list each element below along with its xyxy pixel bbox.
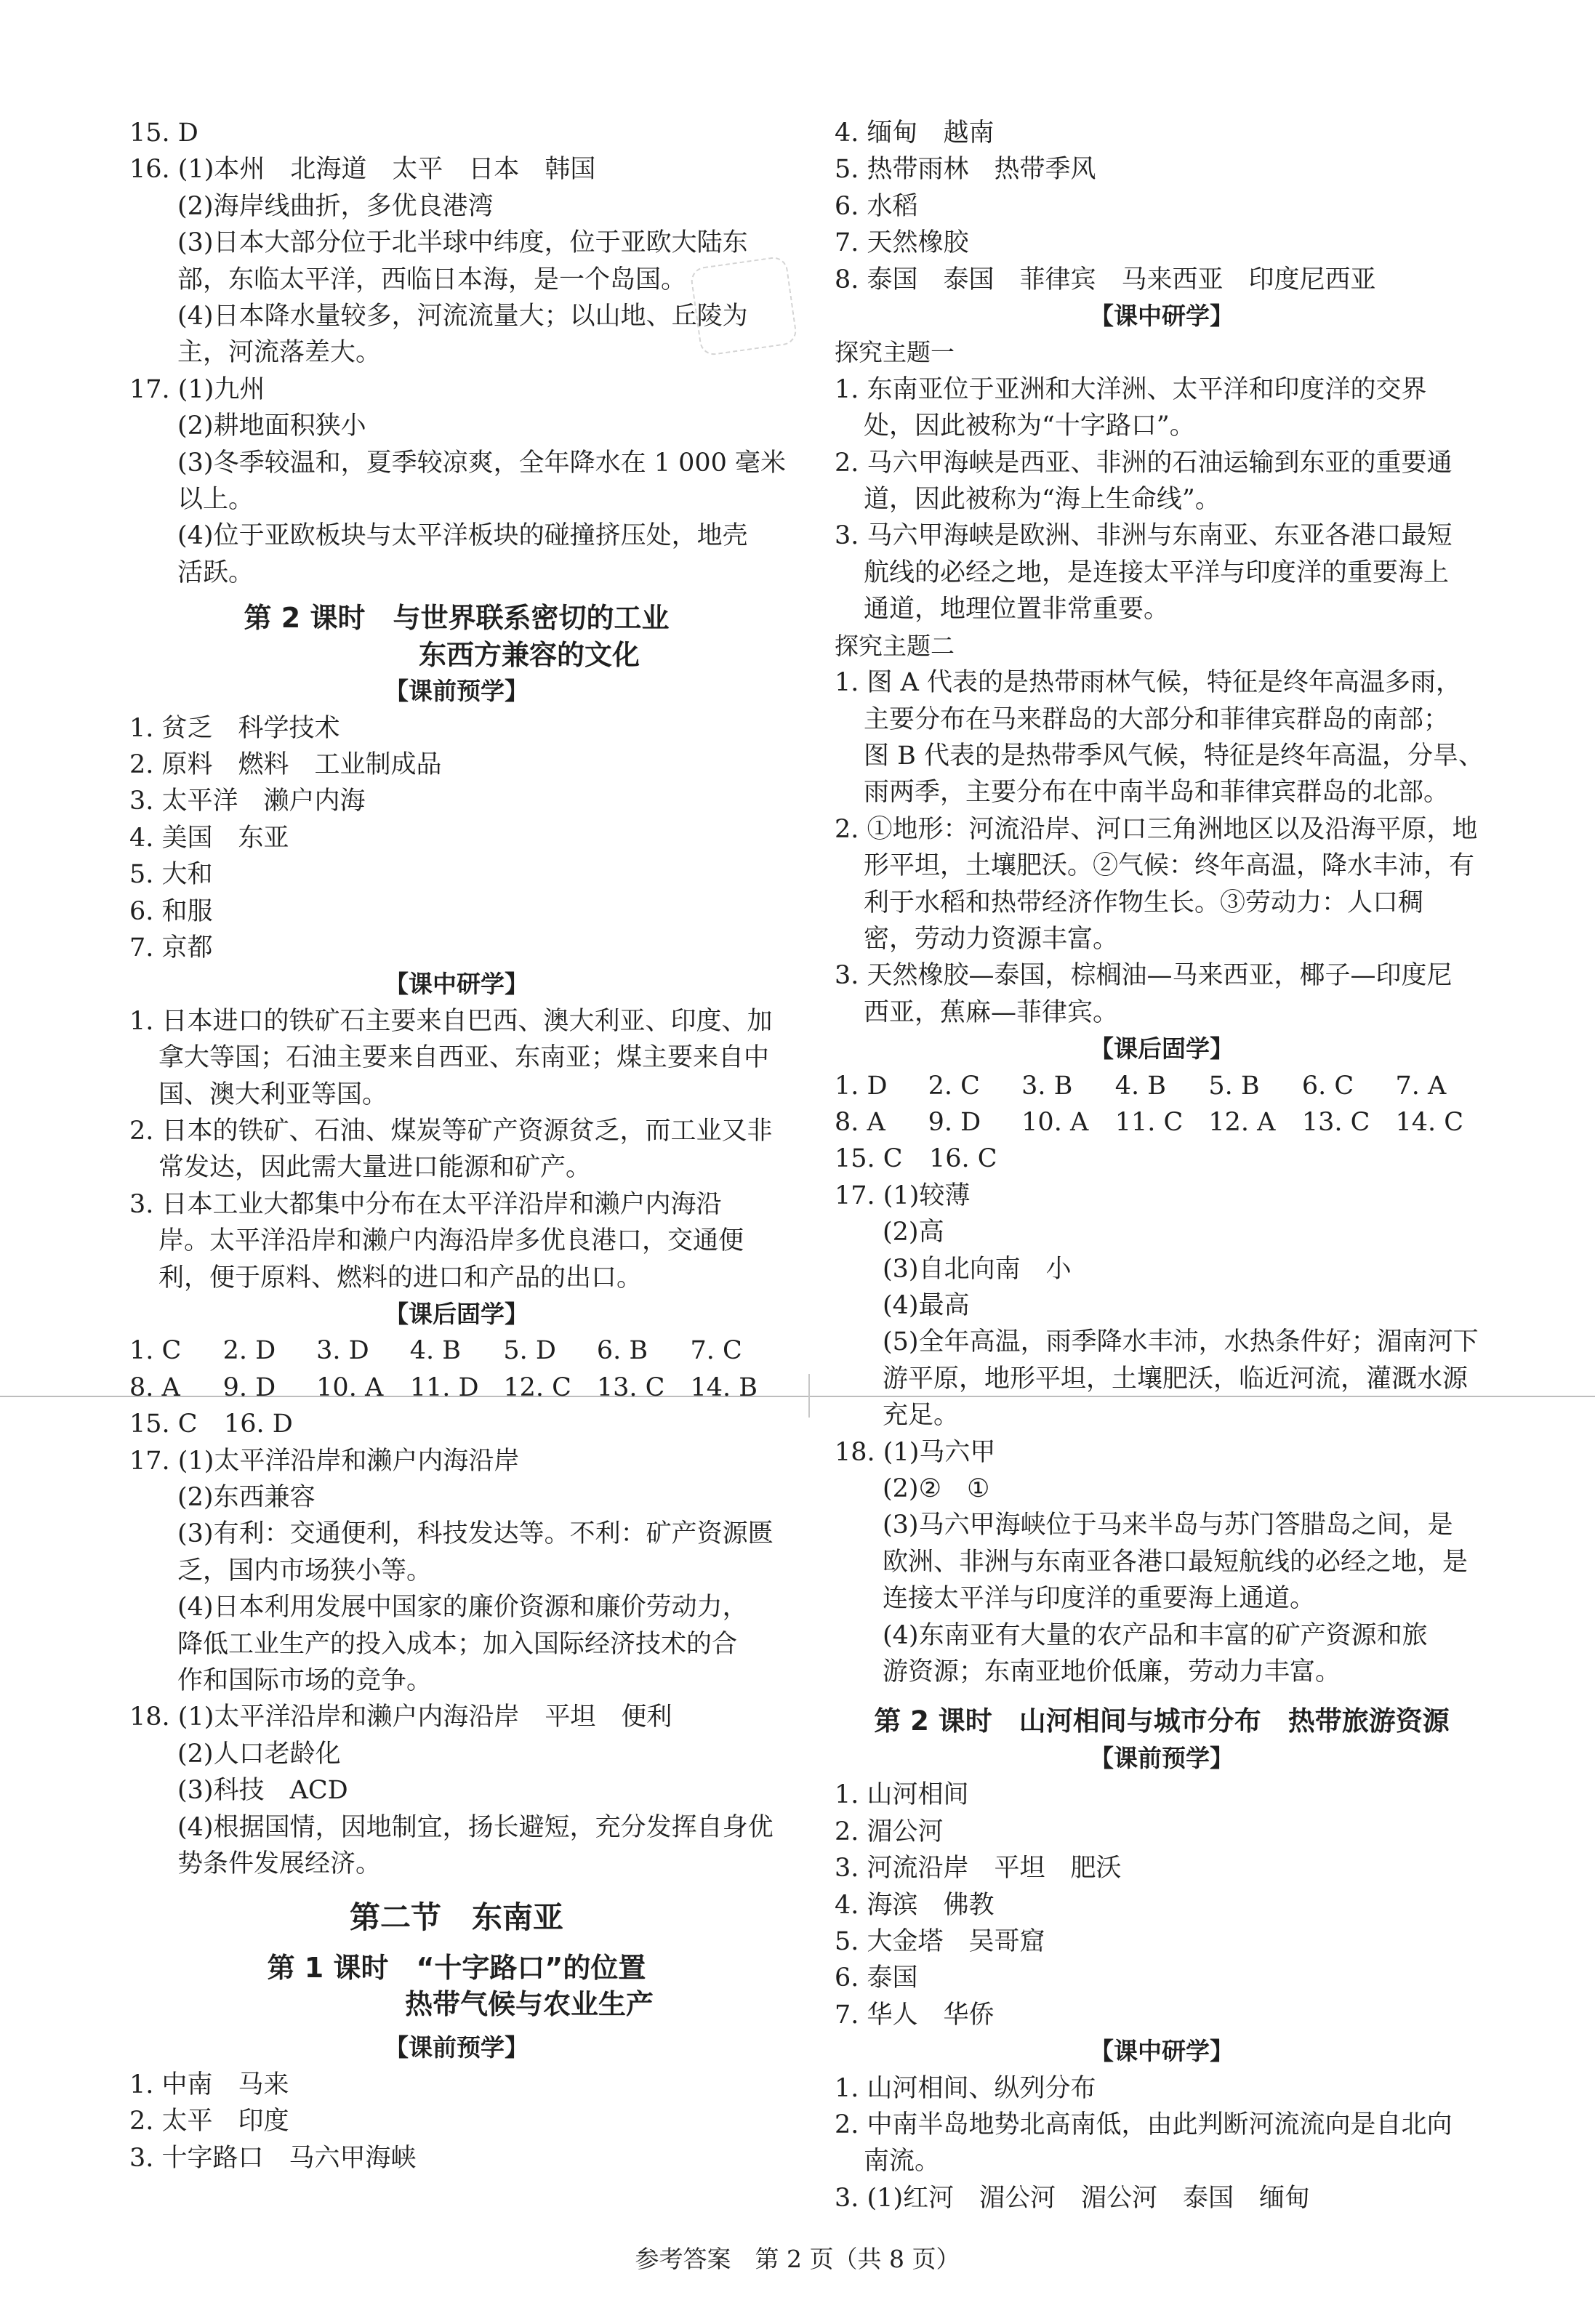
section-header: 【课前预学】	[385, 2033, 529, 2062]
answer-line: 3. 天然橡胶—泰国，棕榈油—马来西亚，椰子—印度尼	[835, 961, 1453, 991]
topic-label: 探究主题一	[835, 338, 955, 367]
answer-grid-row	[835, 1141, 1489, 1177]
answer-line: 充足。	[883, 1401, 960, 1431]
answer-line: 2. 马六甲海峡是西亚、非洲的石油运输到东亚的重要通	[835, 448, 1453, 478]
list-item: 5. 大和	[129, 860, 213, 890]
answer-cell: 11. C	[1114, 1107, 1184, 1137]
list-item: 1. 中南 马来	[129, 2070, 289, 2099]
page-footer: 参考答案 第 2 页（共 8 页）	[635, 2245, 960, 2273]
answer-line: 拿大等国；石油主要来自西亚、东南亚；煤主要来自中	[158, 1043, 770, 1073]
list-item: 7. 京都	[129, 933, 213, 962]
answer-line: (2)高	[883, 1218, 944, 1247]
answer-line: 雨两季，主要分布在中南半岛和菲律宾群岛的北部。	[864, 778, 1450, 808]
answer-line: (4)日本降水量较多，河流流量大；以山地、丘陵为	[177, 302, 748, 331]
answer-line: 活跃。	[177, 558, 254, 587]
answer-cell: 8. A	[835, 1107, 885, 1137]
answer-line: 常发达，因此需大量进口能源和矿产。	[158, 1153, 592, 1183]
answer-cell: 1. D	[835, 1071, 888, 1101]
answer-line: 1. 山河相间、纵列分布	[835, 2073, 1096, 2103]
answer-line: (4)根据国情，因地制宜，扬长避短，充分发挥自身优	[177, 1812, 774, 1842]
list-item: 4. 缅甸 越南	[835, 118, 995, 148]
answer-line: (2)耕地面积狭小	[177, 411, 366, 441]
answer-cell: 8. A	[129, 1372, 180, 1402]
answer-cell: 7. A	[1395, 1071, 1447, 1101]
answer-cell: 10. A	[316, 1372, 384, 1402]
list-item: 6. 泰国	[835, 1963, 918, 1993]
answer-line: (3)冬季较温和，夏季较凉爽，全年降水在 1 000 毫米	[177, 448, 787, 478]
answer-line: 通道，地理位置非常重要。	[864, 595, 1170, 624]
answer-line: 西亚，蕉麻—菲律宾。	[864, 997, 1119, 1027]
list-item: 7. 华人 华侨	[835, 2000, 995, 2030]
section-header: 【课中研学】	[1090, 302, 1234, 331]
answer-line: 航线的必经之地，是连接太平洋与印度洋的重要海上	[864, 558, 1450, 587]
answer-line: 3. (1)红河 湄公河 湄公河 泰国 缅甸	[835, 2183, 1311, 2213]
answer-cell: 5. B	[1208, 1071, 1260, 1101]
answer-cell: 1. C	[129, 1336, 182, 1366]
answer-line: 15. D	[129, 118, 198, 148]
answer-line: 2. 中南半岛地势北高南低，由此判断河流流向是自北向	[835, 2110, 1453, 2139]
section-header: 【课中研学】	[385, 970, 529, 999]
answer-cell: 3. B	[1021, 1071, 1073, 1101]
answer-line: 游资源；东南亚地价低廉，劳动力丰富。	[883, 1657, 1341, 1687]
answer-line: (4)最高	[883, 1291, 970, 1320]
answer-grid-row	[129, 1406, 784, 1442]
answer-cell: 6. B	[596, 1336, 648, 1366]
section-header: 【课后固学】	[1090, 1034, 1234, 1064]
list-item: 3. 河流沿岸 平坦 肥沃	[835, 1854, 1122, 1883]
answer-line: 形平坦，土壤肥沃。②气候：终年高温，降水丰沛，有	[864, 851, 1475, 881]
answer-cell: 13. C	[596, 1372, 665, 1402]
answer-grid-row	[835, 1104, 1489, 1141]
section-header: 【课中研学】	[1090, 2037, 1234, 2066]
answer-line: 2. ①地形：河流沿岸、河口三角洲地区以及沿海平原，地	[835, 814, 1478, 844]
answer-cell: 14. C	[1395, 1107, 1464, 1137]
lesson-title: 东西方兼容的文化	[418, 638, 640, 671]
left-column	[129, 115, 787, 2176]
list-item: 5. 大金塔 吴哥窟	[835, 1926, 1045, 1956]
answer-line: 南流。	[864, 2147, 941, 2176]
answer-cell: 2. D	[222, 1336, 276, 1366]
list-item: 6. 水稻	[835, 191, 918, 221]
section-header: 【课前预学】	[385, 677, 529, 706]
answer-line: 1. 图 A 代表的是热带雨林气候，特征是终年高温多雨，	[835, 668, 1462, 698]
answer-line: (4)东南亚有大量的农产品和丰富的矿产资源和旅	[883, 1620, 1428, 1650]
answer-line: 势条件发展经济。	[177, 1849, 382, 1879]
answer-line: 以上。	[177, 485, 254, 515]
answer-cell: 3. D	[316, 1336, 369, 1366]
answer-line: 游平原，地形平坦，土壤肥沃，临近河流，灌溉水源	[883, 1364, 1469, 1394]
list-item: 3. 十字路口 马六甲海峡	[129, 2143, 417, 2173]
answer-line: 图 B 代表的是热带季风气候，特征是终年高温，分旱、	[864, 741, 1484, 771]
answer-cell: 13. C	[1301, 1107, 1370, 1137]
answer-line: 密，劳动力资源丰富。	[864, 924, 1119, 954]
answer-line: 主要分布在马来群岛的大部分和菲律宾群岛的南部；	[864, 704, 1450, 734]
answer-cell: 11. D	[409, 1372, 479, 1402]
answer-cell: 6. C	[1301, 1071, 1354, 1101]
answer-line: 处，因此被称为“十字路口”。	[864, 411, 1195, 441]
answer-line: 利，便于原料、燃料的进口和产品的出口。	[158, 1263, 643, 1292]
answer-cell: 10. A	[1021, 1107, 1089, 1137]
answer-cell: 5. D	[503, 1336, 556, 1366]
answer-cell: 16. D	[224, 1410, 293, 1439]
lesson-title: 热带气候与农业生产	[404, 1987, 654, 2020]
answer-line: 1. 日本进口的铁矿石主要来自巴西、澳大利亚、印度、加	[129, 1006, 773, 1036]
list-item: 2. 原料 燃料 工业制成品	[129, 749, 442, 779]
answer-line: 1. 东南亚位于亚洲和大洋洲、太平洋和印度洋的交界	[835, 374, 1427, 404]
answer-line: 2. 日本的铁矿、石油、煤炭等矿产资源贫乏，而工业又非	[129, 1116, 773, 1146]
answer-cell: 9. D	[928, 1107, 981, 1137]
list-item: 3. 太平洋 濑户内海	[129, 787, 366, 816]
lesson-title: 第 2 课时 山河相间与城市分布 热带旅游资源	[874, 1705, 1450, 1737]
answer-line: 道，因此被称为“海上生命线”。	[864, 485, 1221, 515]
answer-cell: 4. B	[409, 1336, 461, 1366]
answer-line: 17. (1)九州	[129, 374, 265, 404]
answer-cell: 12. C	[503, 1372, 571, 1402]
list-item: 1. 贫乏 科学技术	[129, 713, 340, 743]
answer-line: 17. (1)太平洋沿岸和濑户内海沿岸	[129, 1446, 520, 1476]
answer-line: (2)东西兼容	[177, 1483, 316, 1513]
answer-line: (5)全年高温，雨季降水丰沛，水热条件好；湄南河下	[883, 1327, 1479, 1357]
answer-line: (3)马六甲海峡位于马来半岛与苏门答腊岛之间，是	[883, 1511, 1453, 1540]
answer-line: 作和国际市场的竞争。	[177, 1666, 433, 1696]
answer-cell: 12. A	[1208, 1107, 1276, 1137]
list-item: 8. 泰国 泰国 菲律宾 马来西亚 印度尼西亚	[835, 265, 1376, 294]
answer-line: (4)位于亚欧板块与太平洋板块的碰撞挤压处，地壳	[177, 521, 748, 551]
answer-line: 欧洲、非洲与东南亚各港口最短航线的必经之地，是	[883, 1547, 1469, 1577]
answer-cell: 9. D	[222, 1372, 276, 1402]
list-item: 2. 太平 印度	[129, 2107, 289, 2136]
answer-line: 国、澳大利亚等国。	[158, 1079, 388, 1109]
list-item: 4. 海滨 佛教	[835, 1890, 995, 1920]
answer-cell: 14. B	[690, 1372, 758, 1402]
answer-cell: 15. C	[129, 1410, 198, 1439]
answer-cell: 4. B	[1114, 1071, 1166, 1101]
list-item: 5. 热带雨林 热带季风	[835, 155, 1096, 185]
answer-line: 主，河流落差大。	[177, 338, 382, 368]
answer-cell: 15. C	[835, 1144, 903, 1174]
right-column	[835, 115, 1489, 2216]
answer-line: (2)② ①	[883, 1474, 990, 1504]
list-item: 4. 美国 东亚	[129, 823, 289, 853]
answer-line: 16. (1)本州 北海道 太平 日本 韩国	[129, 155, 596, 185]
answer-grid-row	[129, 1370, 784, 1406]
list-item: 2. 湄公河	[835, 1817, 944, 1846]
answer-line: 降低工业生产的投入成本；加入国际经济技术的合	[177, 1629, 738, 1659]
answer-grid-row	[129, 1332, 784, 1369]
answer-line: 乏，国内市场狭小等。	[177, 1556, 433, 1585]
answer-cell: 16. C	[929, 1144, 997, 1174]
answer-line: 利于水稻和热带经济作物生长。③劳动力：人口稠	[864, 888, 1424, 917]
answer-line: (2)人口老龄化	[177, 1739, 341, 1769]
answer-line: 3. 马六甲海峡是欧洲、非洲与东南亚、东亚各港口最短	[835, 521, 1453, 551]
lesson-title: 第 1 课时 “十字路口”的位置	[267, 1951, 646, 1984]
answer-cell: 7. C	[690, 1336, 742, 1366]
fold-mark	[808, 1374, 810, 1418]
list-item: 1. 山河相间	[835, 1780, 969, 1810]
section-title: 第二节 东南亚	[349, 1899, 563, 1935]
section-header: 【课前预学】	[1090, 1743, 1234, 1772]
answer-cell: 2. C	[928, 1071, 980, 1101]
answer-line: 岸。太平洋沿岸和濑户内海沿岸多优良港口，交通便	[158, 1226, 744, 1256]
answer-line: (2)海岸线曲折，多优良港湾	[177, 191, 494, 221]
answer-line: (3)有利：交通便利，科技发达等。不利：矿产资源匮	[177, 1519, 774, 1549]
answer-line: 18. (1)马六甲	[835, 1437, 996, 1467]
answer-grid-row	[835, 1068, 1489, 1104]
answer-line: 部，东临太平洋，西临日本海，是一个岛国。	[177, 265, 687, 294]
answer-line: (3)自北向南 小	[883, 1254, 1072, 1284]
topic-label: 探究主题二	[835, 631, 955, 660]
list-item: 6. 和服	[129, 896, 213, 926]
lesson-title: 第 2 课时 与世界联系密切的工业	[244, 602, 670, 635]
answer-line: (4)日本利用发展中国家的廉价资源和廉价劳动力，	[177, 1593, 748, 1623]
answer-line: (3)科技 ACD	[177, 1776, 348, 1806]
answer-line: 18. (1)太平洋沿岸和濑户内海沿岸 平坦 便利	[129, 1702, 672, 1732]
answer-line: 3. 日本工业大都集中分布在太平洋沿岸和濑户内海沿	[129, 1189, 722, 1219]
list-item: 7. 天然橡胶	[835, 228, 969, 258]
answer-line: (3)日本大部分位于北半球中纬度，位于亚欧大陆东	[177, 228, 748, 258]
answer-line: 17. (1)较薄	[835, 1181, 971, 1210]
answer-line: 连接太平洋与印度洋的重要海上通道。	[883, 1584, 1316, 1614]
section-header: 【课后固学】	[385, 1300, 529, 1328]
